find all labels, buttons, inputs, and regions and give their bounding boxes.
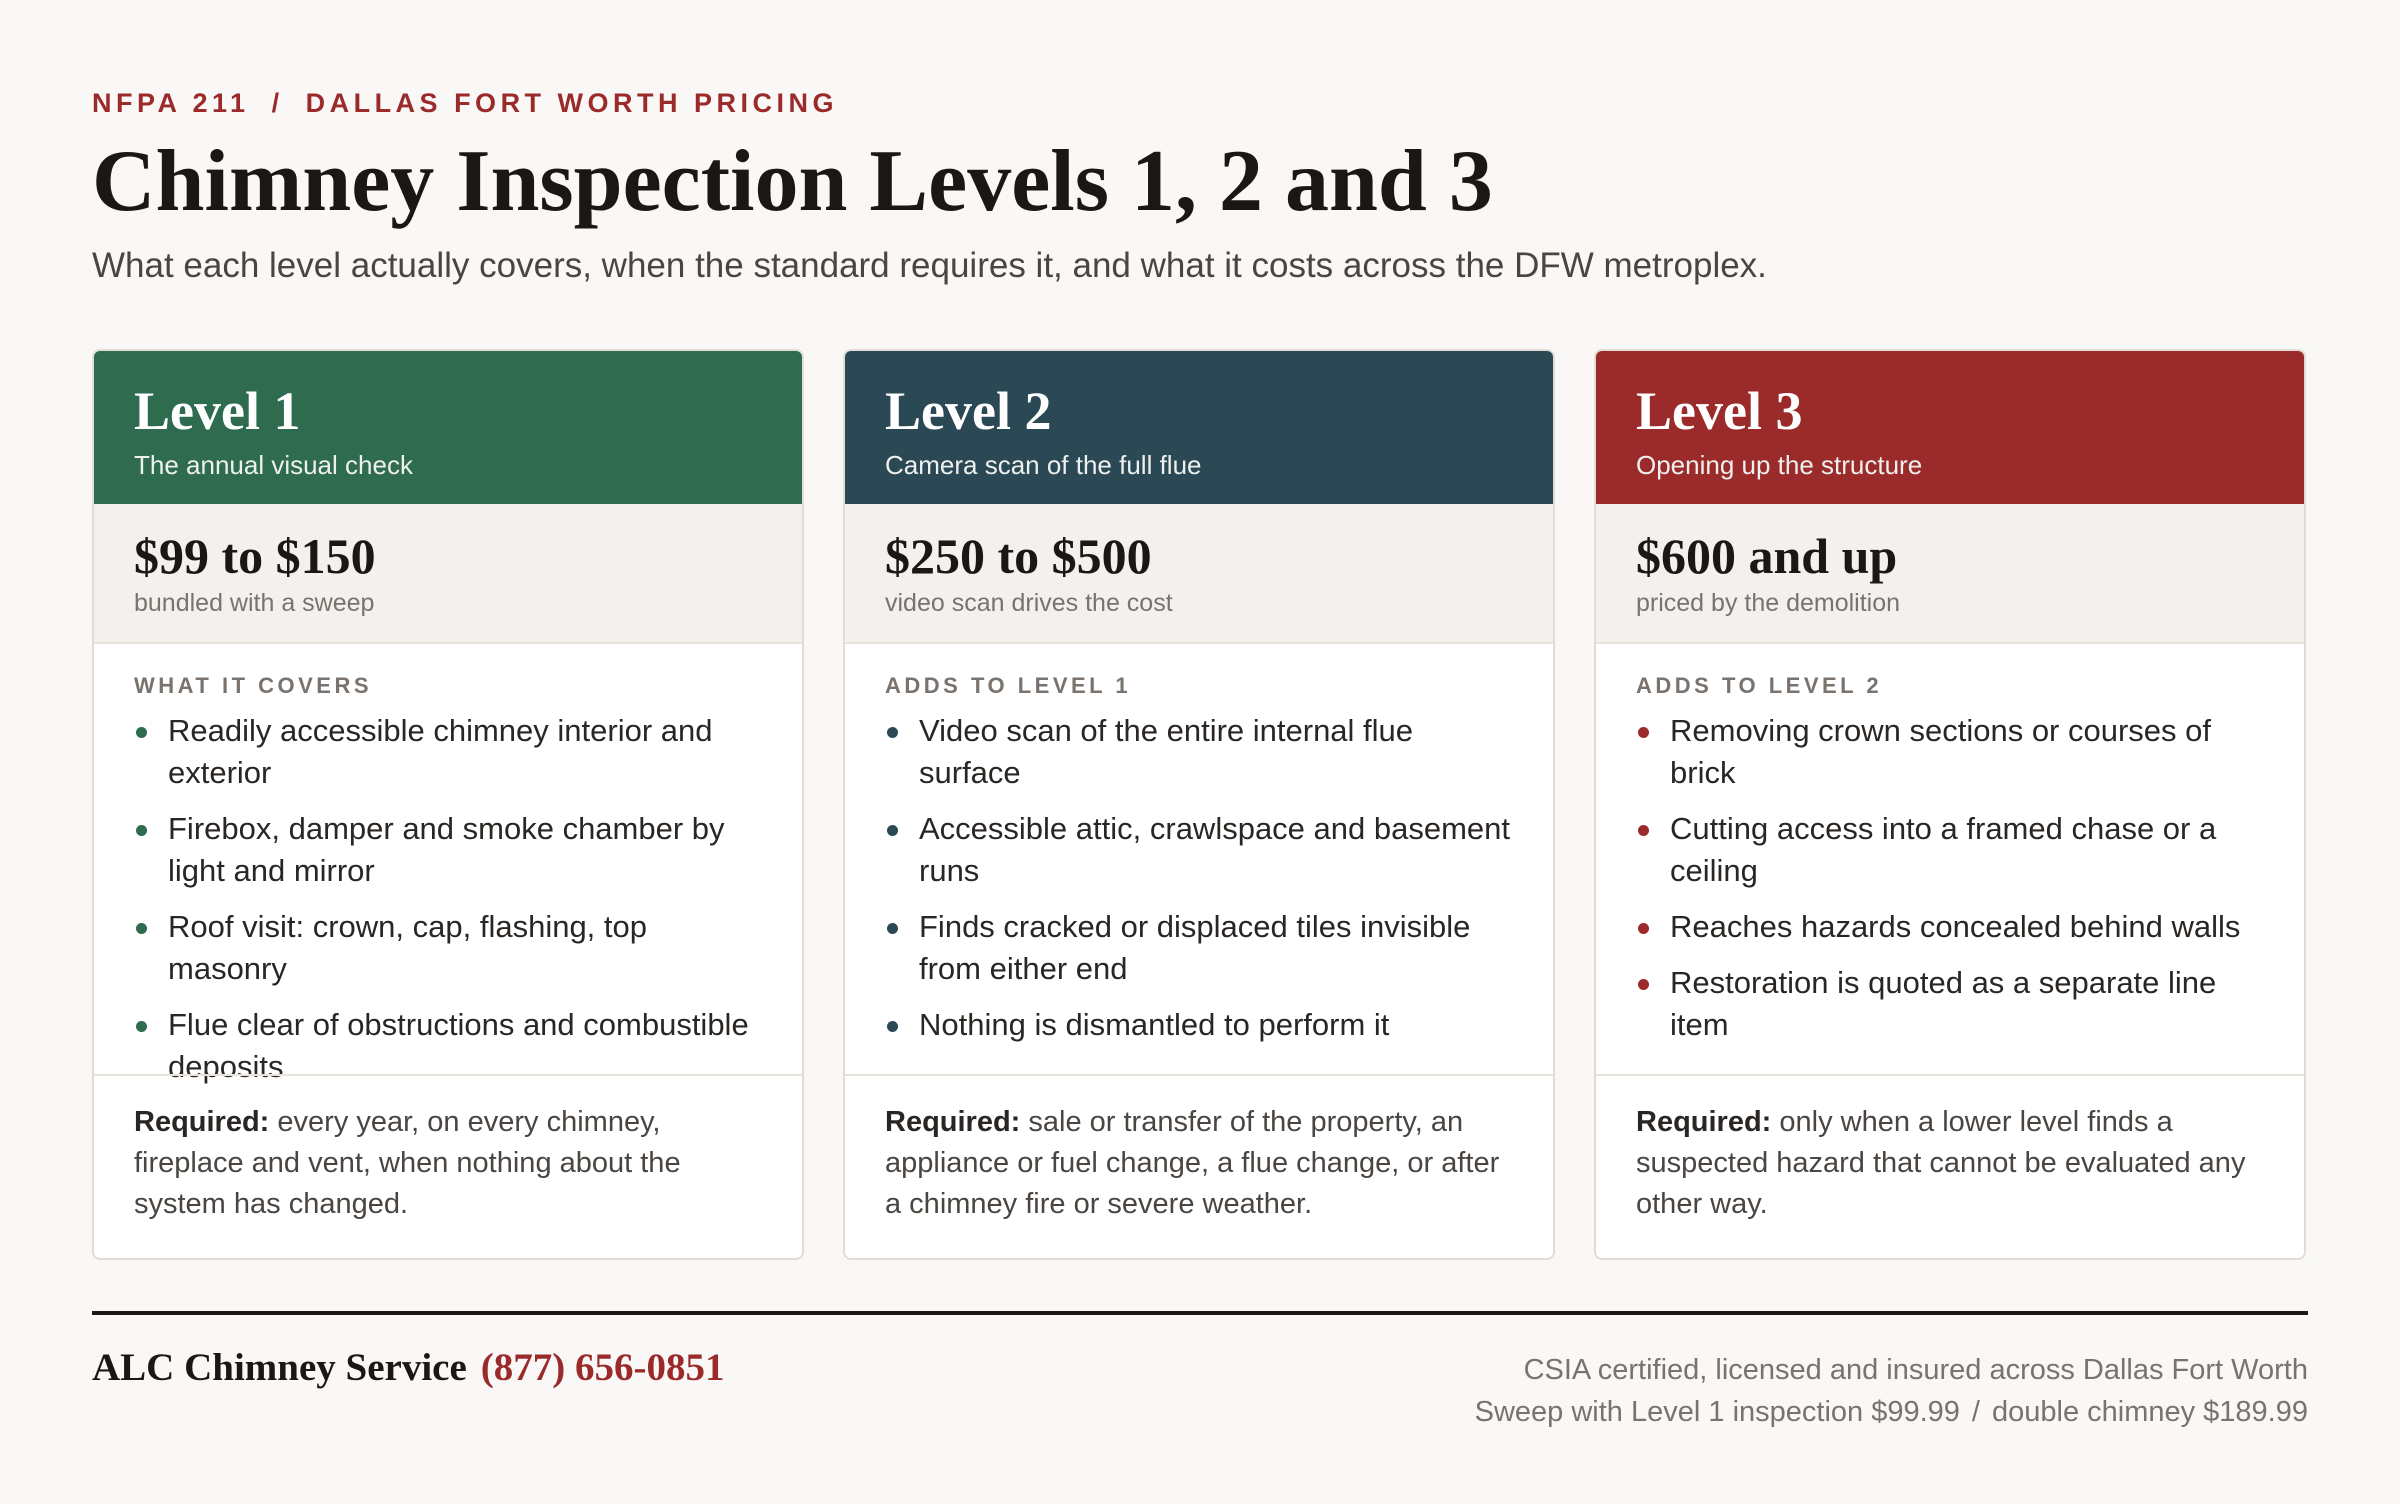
list-item [134, 906, 766, 990]
card-header [845, 351, 1553, 504]
bullet-dot-icon [1638, 825, 1649, 836]
bullet-dot-icon [887, 923, 898, 934]
list-item [885, 808, 1517, 892]
eyebrow-region: DALLAS FORT WORTH PRICING [305, 88, 839, 118]
list-item [134, 808, 766, 892]
level-subtitle: Camera scan of the full flue [885, 450, 1202, 480]
requirement-note [94, 1074, 802, 1260]
price-band [845, 504, 1553, 644]
requirement-note [1596, 1074, 2304, 1260]
covers-section [94, 644, 802, 1102]
bullet-dot-icon [1638, 727, 1649, 738]
card-level-3 [1594, 349, 2306, 1260]
price-note: priced by the demolition [1636, 589, 1901, 617]
price-band [94, 504, 802, 644]
list-item [1636, 906, 2268, 948]
requirement-label: Required: [885, 1106, 1021, 1138]
price: $250 to $500 [885, 528, 1152, 584]
price: $99 to $150 [134, 528, 376, 584]
bullet-dot-icon [136, 825, 147, 836]
covers-section [845, 644, 1553, 1060]
bullet-dot-icon [136, 1021, 147, 1032]
bullet-dot-icon [1638, 923, 1649, 934]
list-item-text: Reaches hazards concealed behind walls [1670, 909, 2241, 944]
list-item [1636, 808, 2268, 892]
list-item-text: Video scan of the entire internal flue surface [919, 713, 1414, 790]
certification-line: CSIA certified, licensed and insured across Dallas Fort Worth [1523, 1354, 2308, 1386]
list-item-text: Cutting access into a framed chase or a ceiling [1670, 811, 2217, 888]
requirement-note [845, 1074, 1553, 1260]
coverage-list [885, 710, 1517, 1046]
requirement-text: every year, on every chimney, fireplace and vent, when nothing about the system has changed. [134, 1106, 681, 1220]
level-title: Level 2 [885, 381, 1052, 441]
requirement-label: Required: [134, 1106, 270, 1138]
price-band [1596, 504, 2304, 644]
pricing-line [1475, 1391, 2308, 1433]
card-level-1 [92, 349, 804, 1260]
level-subtitle: The annual visual check [134, 450, 413, 480]
level-subtitle: Opening up the structure [1636, 450, 1923, 480]
level-title: Level 1 [134, 381, 301, 441]
section-label: WHAT IT COVERS [134, 673, 373, 698]
footer-divider [92, 1311, 2308, 1315]
level-title: Level 3 [1636, 381, 1803, 441]
bullet-dot-icon [1638, 979, 1649, 990]
list-item [134, 710, 766, 794]
eyebrow-standard: NFPA 211 [92, 88, 250, 118]
bullet-dot-icon [136, 923, 147, 934]
bullet-dot-icon [887, 727, 898, 738]
phone-link[interactable]: (877) 656-0851 [480, 1346, 725, 1389]
list-item-text: Roof visit: crown, cap, flashing, top masonry [168, 909, 648, 986]
price-note: video scan drives the cost [885, 589, 1173, 617]
list-item-text: Finds cracked or displaced tiles invisible from either end [919, 909, 1471, 986]
bullet-dot-icon [887, 1021, 898, 1032]
section-label: ADDS TO LEVEL 1 [885, 673, 1132, 698]
bullet-dot-icon [887, 825, 898, 836]
list-item [885, 906, 1517, 990]
list-item-text: Readily accessible chimney interior and exterior [168, 713, 713, 790]
list-item-text: Restoration is quoted as a separate line item [1670, 965, 2217, 1042]
list-item [1636, 962, 2268, 1046]
pricing-separator: / [1971, 1396, 1980, 1428]
coverage-list [134, 710, 766, 1088]
list-item [1636, 710, 2268, 794]
list-item-text: Accessible attic, crawlspace and basement runs [919, 811, 1511, 888]
price: $600 and up [1636, 528, 1898, 584]
card-header [94, 351, 802, 504]
page-subtitle: What each level actually covers, when the standard requires it, and what it costs across the DFW metroplex. [92, 246, 1767, 285]
coverage-list [1636, 710, 2268, 1046]
eyebrow [92, 88, 838, 119]
card-level-2 [843, 349, 1555, 1260]
price-note: bundled with a sweep [134, 589, 375, 617]
list-item [885, 1004, 1517, 1046]
sweep-price: Sweep with Level 1 inspection $99.99 [1474, 1396, 1960, 1428]
list-item-text: Removing crown sections or courses of brick [1670, 713, 2212, 790]
covers-section [1596, 644, 2304, 1060]
card-header [1596, 351, 2304, 504]
brand-name: ALC Chimney Service [92, 1346, 467, 1389]
list-item [885, 710, 1517, 794]
footer-brand [92, 1343, 725, 1393]
bullet-dot-icon [136, 727, 147, 738]
level-cards [92, 349, 2308, 1260]
footer-info [1475, 1349, 2308, 1433]
page-title: Chimney Inspection Levels 1, 2 and 3 [92, 133, 1493, 230]
eyebrow-separator: / [271, 88, 284, 118]
requirement-label: Required: [1636, 1106, 1772, 1138]
requirement-text: sale or transfer of the property, an appliance or fuel change, a flue change, or after a chimney fire or severe weather. [885, 1106, 1500, 1220]
double-chimney-price: double chimney $189.99 [1991, 1396, 2308, 1428]
list-item-text: Nothing is dismantled to perform it [919, 1007, 1390, 1042]
list-item-text: Flue clear of obstructions and combustible deposits [168, 1007, 749, 1084]
list-item-text: Firebox, damper and smoke chamber by light and mirror [168, 811, 725, 888]
section-label: ADDS TO LEVEL 2 [1636, 673, 1883, 698]
requirement-text: only when a lower level finds a suspected hazard that cannot be evaluated any other way. [1636, 1106, 2246, 1220]
